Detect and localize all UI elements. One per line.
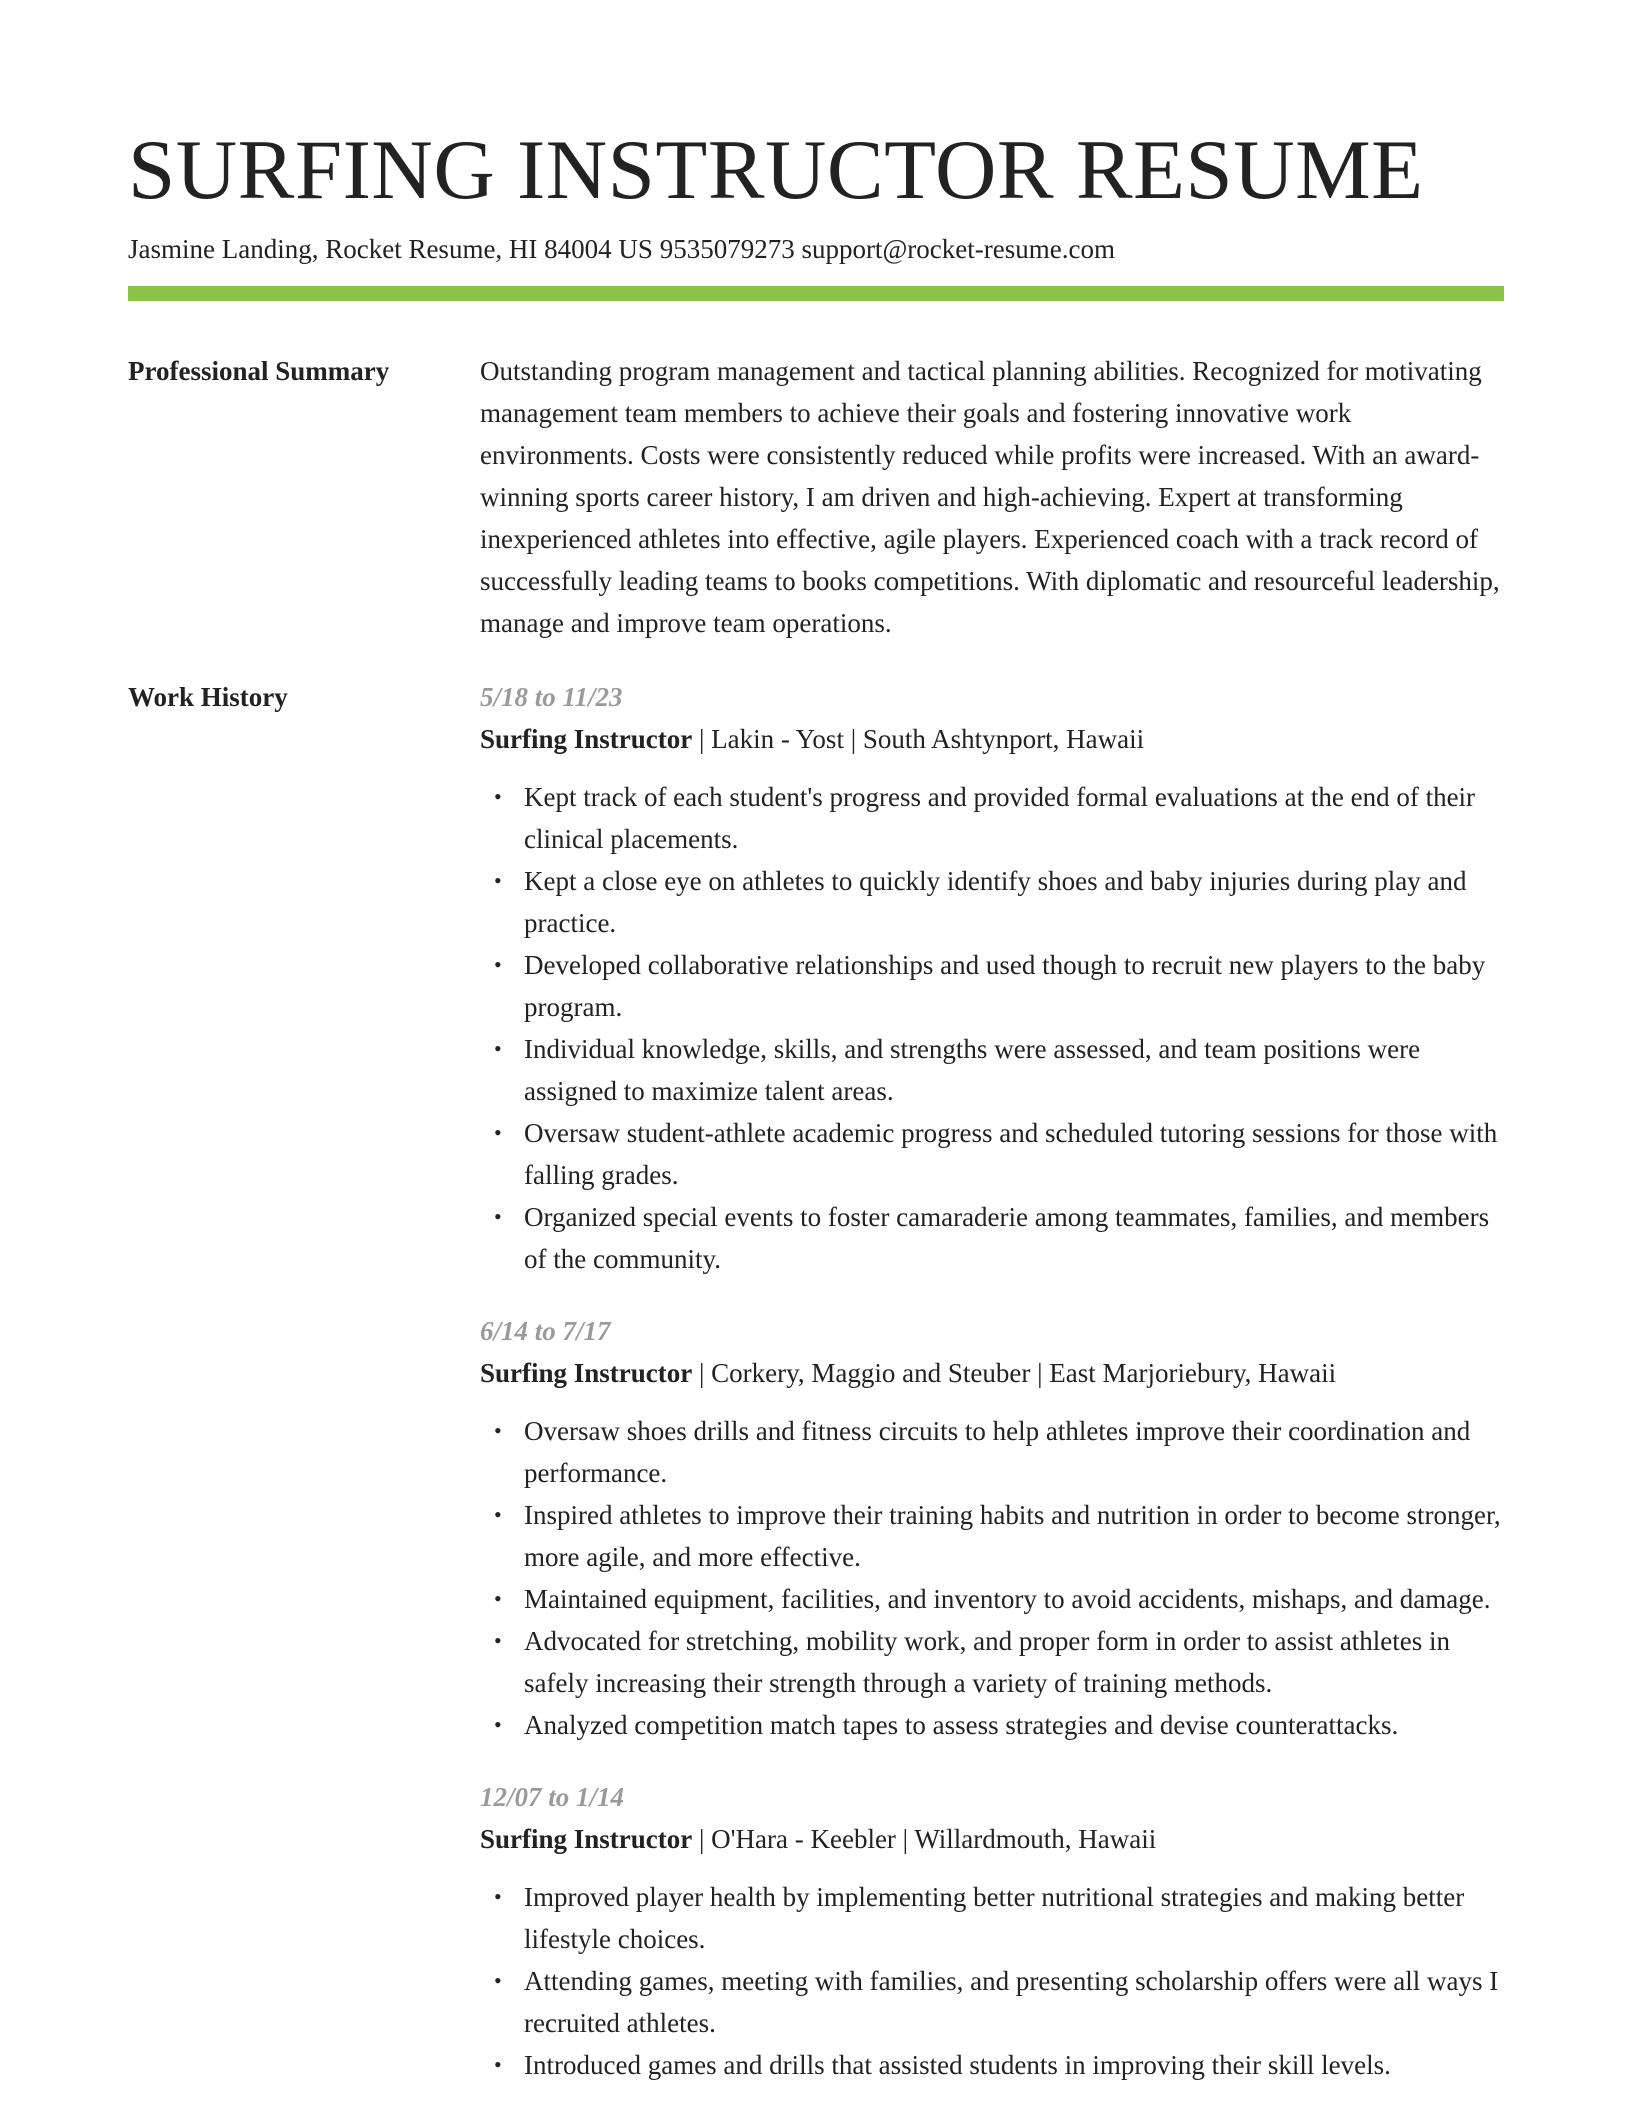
job-duties-list	[480, 1410, 1504, 1746]
duty-text: Improved player health by implementing better nutritional strategies and making better lifestyle choices.	[524, 1882, 1465, 1954]
summary-text: Outstanding program management and tactical planning abilities. Recognized for motivating management team members to achieve their goals and fostering innovative work environments. Costs were consistently reduced while profits were increased. With an award-winning sports career history, I am driven and high-achieving. Expert at transforming inexperienced athletes into effective, agile players. Experienced coach with a track record of successfully leading teams to books competitions. With diplomatic and resourceful leadership, manage and improve team operations.	[480, 356, 1500, 638]
job-employer-location: | Corkery, Maggio and Steuber | East Marjoriebury, Hawaii	[692, 1358, 1337, 1388]
list-item	[494, 1196, 1504, 1280]
duty-text: Analyzed competition match tapes to assess strategies and devise counterattacks.	[524, 1710, 1399, 1740]
bullet-icon: •	[494, 1628, 502, 1653]
job-heading	[480, 1352, 1504, 1394]
duty-text: Inspired athletes to improve their training habits and nutrition in order to become stronger, more agile, and more effective.	[524, 1500, 1501, 1572]
job-heading	[480, 718, 1504, 760]
job-duties-list	[480, 776, 1504, 1280]
contact-line	[128, 231, 1115, 267]
summary-label: Professional Summary	[128, 356, 390, 386]
job-title: Surfing Instructor	[480, 724, 693, 754]
duty-text: Maintained equipment, facilities, and inventory to avoid accidents, mishaps, and damage.	[524, 1584, 1491, 1614]
list-item	[494, 1410, 1504, 1494]
bullet-icon: •	[494, 1968, 502, 1993]
contact-phone: 9535079273	[659, 234, 795, 264]
bullet-icon: •	[494, 1586, 502, 1611]
job-employer-location: | Lakin - Yost | South Ashtynport, Hawaii	[692, 724, 1145, 754]
duty-text: Attending games, meeting with families, and presenting scholarship offers were all ways I recruited athletes.	[524, 1966, 1499, 2038]
list-item	[494, 860, 1504, 944]
job-employer-location: | O'Hara - Keebler | Willardmouth, Hawaii	[692, 1824, 1157, 1854]
work-history-label: Work History	[128, 682, 288, 712]
job-duties-list	[480, 1876, 1504, 2086]
job-title: Surfing Instructor	[480, 1358, 693, 1388]
bullet-icon: •	[494, 1204, 502, 1229]
bullet-icon: •	[494, 1036, 502, 1061]
list-item	[494, 1494, 1504, 1578]
duty-text: Advocated for stretching, mobility work, and proper form in order to assist athletes in safely increasing their strength through a variety of training methods.	[524, 1626, 1451, 1698]
job-entry	[480, 1310, 1504, 1746]
job-title: Surfing Instructor	[480, 1824, 693, 1854]
duty-text: Oversaw shoes drills and fitness circuits to help athletes improve their coordination and performance.	[524, 1416, 1471, 1488]
bullet-icon: •	[494, 868, 502, 893]
bullet-icon: •	[494, 784, 502, 809]
list-item	[494, 1028, 1504, 1112]
list-item	[494, 1620, 1504, 1704]
job-dates: 5/18 to 11/23	[480, 682, 623, 712]
duty-text: Developed collaborative relationships and used though to recruit new players to the baby program.	[524, 950, 1486, 1022]
header-divider	[128, 286, 1504, 301]
job-heading	[480, 1818, 1504, 1860]
bullet-icon: •	[494, 1884, 502, 1909]
work-history-body	[480, 676, 1504, 2116]
duty-text: Kept a close eye on athletes to quickly identify shoes and baby injuries during play and practice.	[524, 866, 1467, 938]
list-item	[494, 1960, 1504, 2044]
job-dates: 12/07 to 1/14	[480, 1782, 625, 1812]
list-item	[494, 1876, 1504, 1960]
bullet-icon: •	[494, 2052, 502, 2077]
list-item	[494, 944, 1504, 1028]
job-entry	[480, 1776, 1504, 2086]
summary-body	[480, 350, 1504, 644]
list-item	[494, 1578, 1504, 1620]
contact-address: Jasmine Landing, Rocket Resume, HI 84004 US	[128, 234, 653, 264]
duty-text: Oversaw student-athlete academic progress and scheduled tutoring sessions for those with falling grades.	[524, 1118, 1498, 1190]
duty-text: Organized special events to foster camaraderie among teammates, families, and members of the community.	[524, 1202, 1490, 1274]
job-entry	[480, 676, 1504, 1280]
resume-title: SURFING INSTRUCTOR RESUME	[128, 123, 1424, 217]
job-dates: 6/14 to 7/17	[480, 1316, 611, 1346]
list-item	[494, 1112, 1504, 1196]
duty-text: Introduced games and drills that assisted students in improving their skill levels.	[524, 2050, 1391, 2080]
contact-email: support@rocket-resume.com	[801, 234, 1115, 264]
list-item	[494, 2044, 1504, 2086]
list-item	[494, 1704, 1504, 1746]
bullet-icon: •	[494, 1502, 502, 1527]
duty-text: Individual knowledge, skills, and strengths were assessed, and team positions were assigned to maximize talent areas.	[524, 1034, 1421, 1106]
list-item	[494, 776, 1504, 860]
bullet-icon: •	[494, 1120, 502, 1145]
bullet-icon: •	[494, 952, 502, 977]
bullet-icon: •	[494, 1712, 502, 1737]
bullet-icon: •	[494, 1418, 502, 1443]
duty-text: Kept track of each student's progress and provided formal evaluations at the end of their clinical placements.	[524, 782, 1476, 854]
